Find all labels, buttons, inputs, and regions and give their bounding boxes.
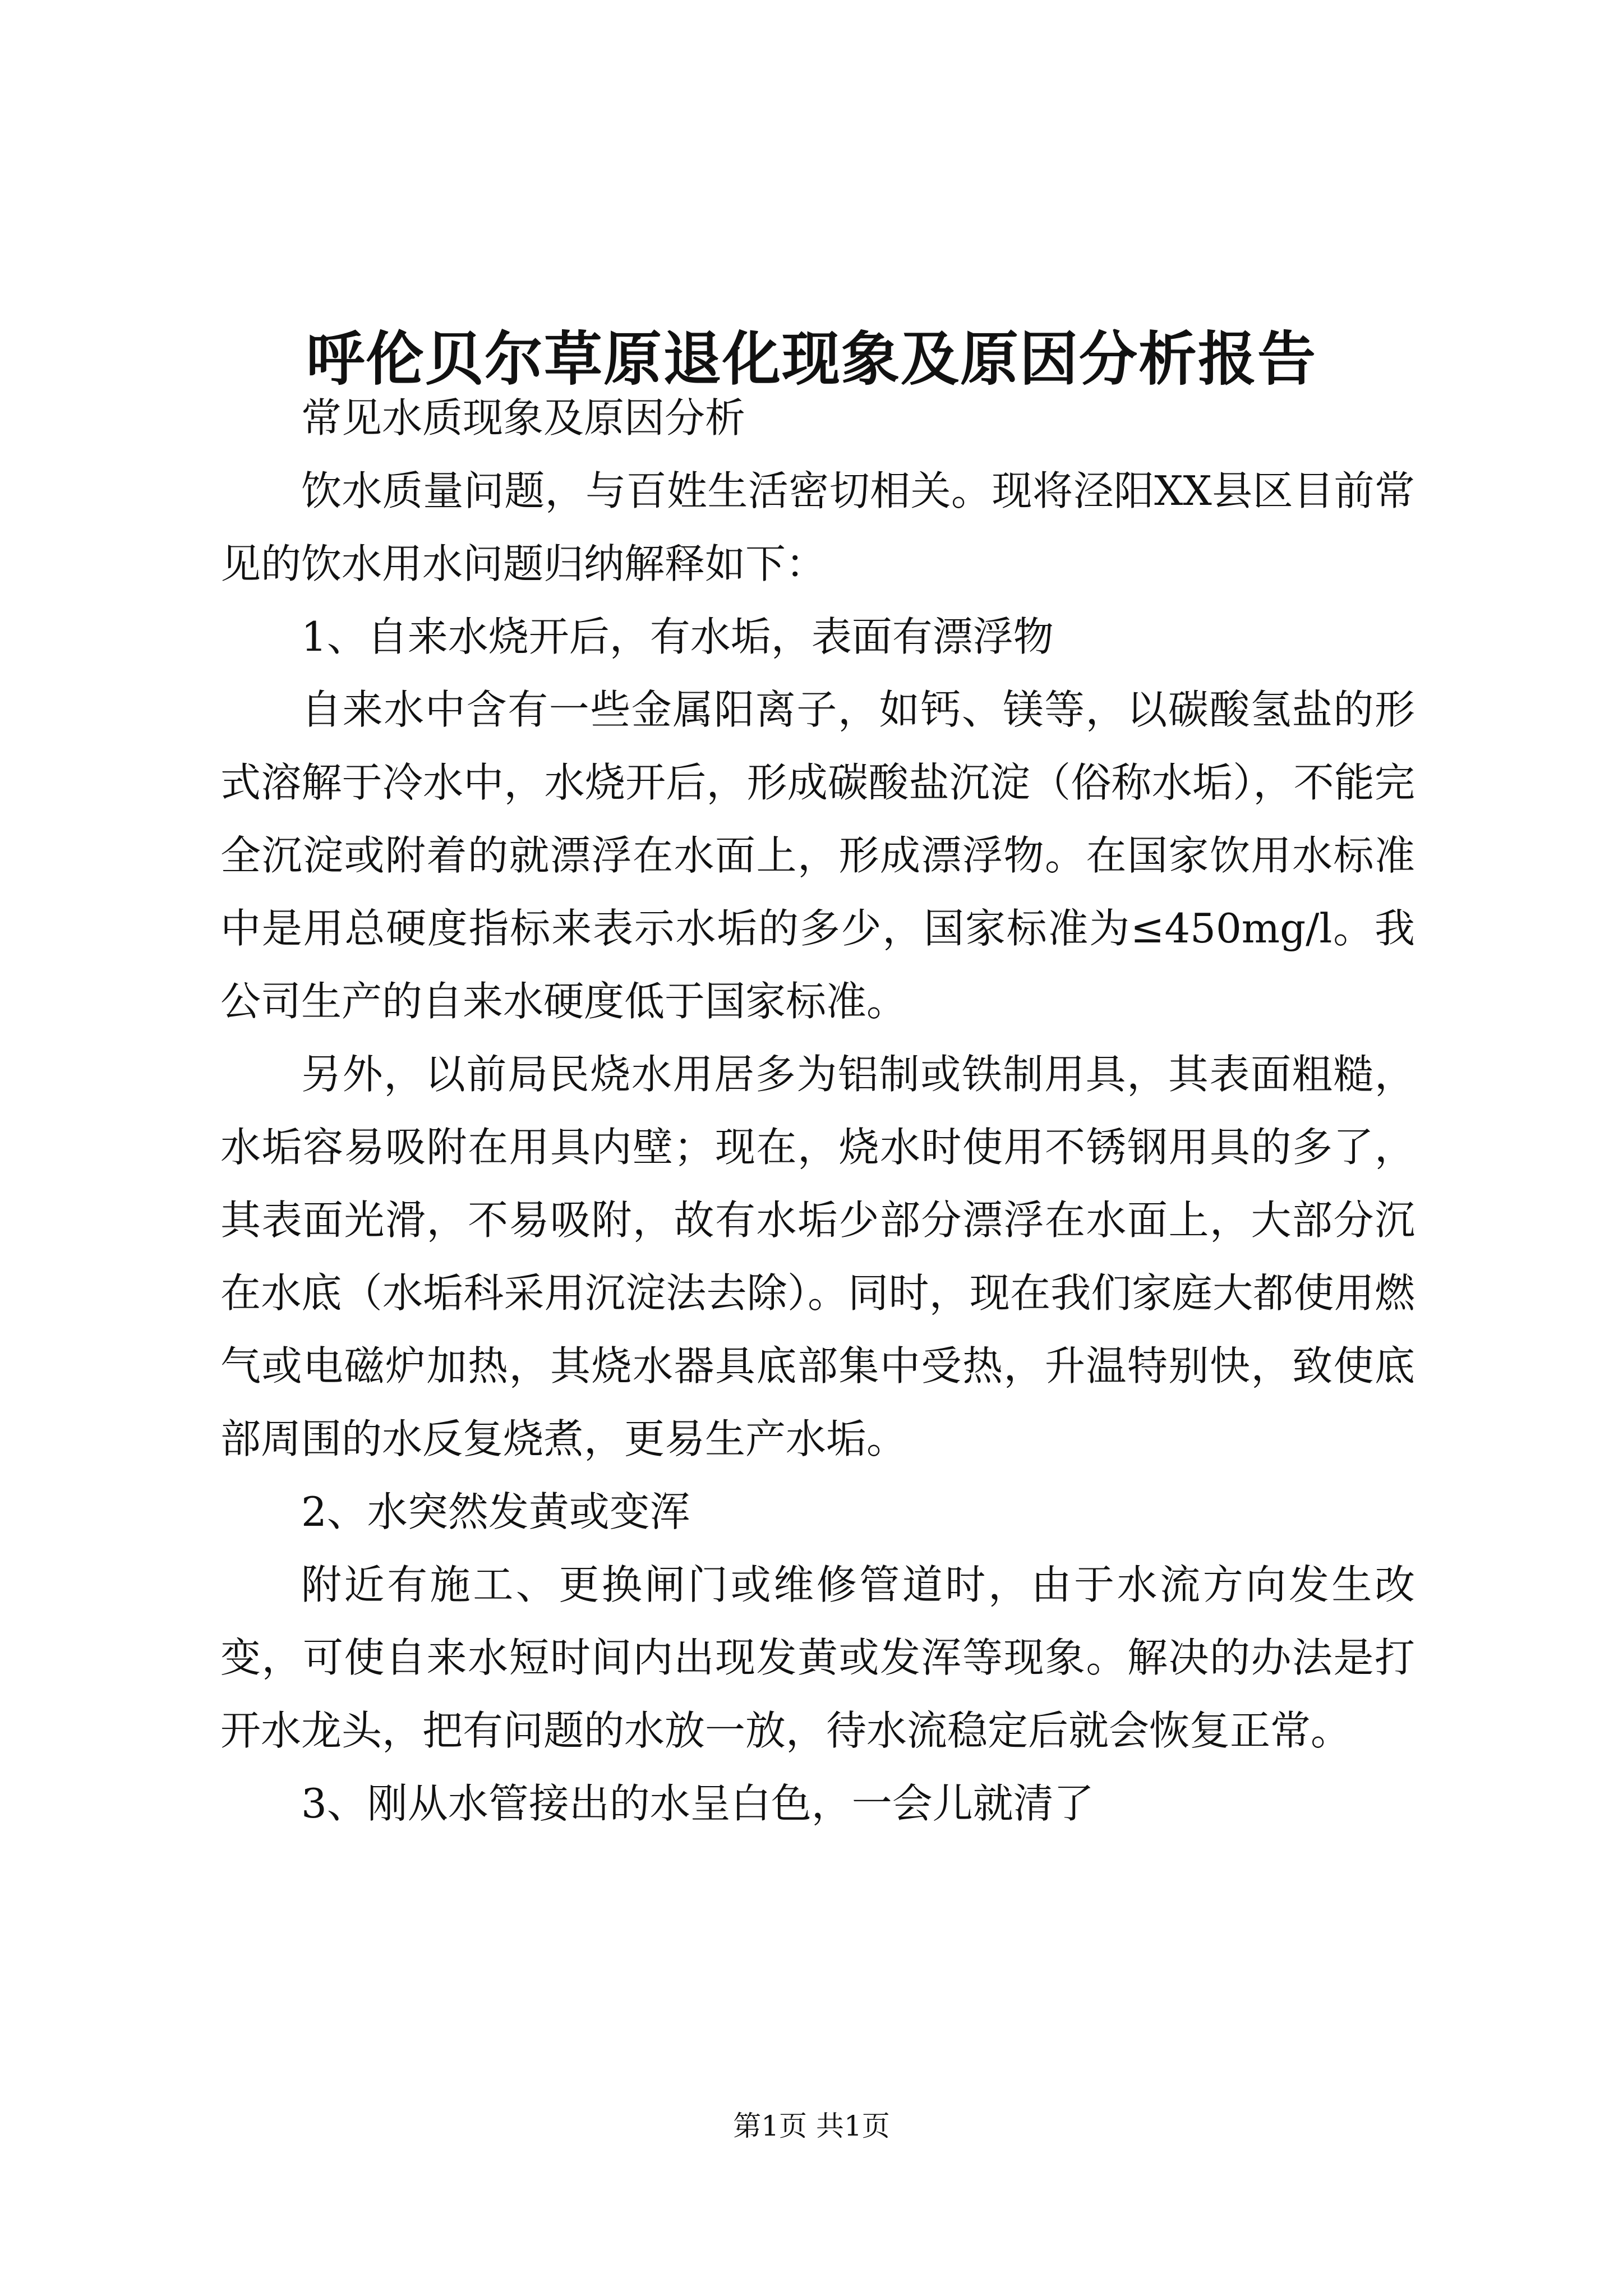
paragraph-scale-explanation: 自来水中含有一些金属阳离子，如钙、镁等，以碳酸氢盐的形式溶解于冷水中，水烧开后，形成碳酸盐沉淀（俗称水垢），不能完全沉淀或附着的就漂浮在水面上，形成漂浮物。在国家饮用水标准中是用总硬度指标来表示水垢的多少，国家标准为≤450mg/l。我公司生产的自来水硬度低于国家标准。 xyxy=(220,686,1415,1025)
page-footer: 第1页 共1页 xyxy=(733,2110,890,2142)
paragraph-intro: 饮水质量问题，与百姓生活密切相关。现将泾阳XX县区目前常见的饮水用水问题归纳解释如下： xyxy=(220,467,1415,587)
section-heading-2: 2、水突然发黄或变浑 xyxy=(301,1488,690,1535)
paragraph-utensils: 另外，以前局民烧水用居多为铝制或铁制用具，其表面粗糙，水垢容易吸附在用具内壁；现在，烧水时使用不锈钢用具的多了，其表面光滑，不易吸附，故有水垢少部分漂浮在水面上，大部分沉在水底（水垢科采用沉淀法去除）。同时，现在我们家庭大都使用燃气或电磁炉加热，其烧水器具底部集中受热，升温特别快，致使底部周围的水反复烧煮，更易生产水垢。 xyxy=(220,1051,1415,1462)
document-body xyxy=(220,381,1415,1840)
section-heading-3: 3、刚从水管接出的水呈白色，一会儿就清了 xyxy=(301,1780,1094,1827)
section-heading-1: 1、自来水烧开后，有水垢，表面有漂浮物 xyxy=(301,613,1054,660)
paragraph-subtitle: 常见水质现象及原因分析 xyxy=(301,394,746,441)
paragraph-yellow-water: 附近有施工、更换闸门或维修管道时，由于水流方向发生改变，可使自来水短时间内出现发黄或发浑等现象。解决的办法是打开水龙头，把有问题的水放一放，待水流稳定后就会恢复正常。 xyxy=(220,1561,1415,1754)
document-title: 呼伦贝尔草原退化现象及原因分析报告 xyxy=(306,324,1317,393)
